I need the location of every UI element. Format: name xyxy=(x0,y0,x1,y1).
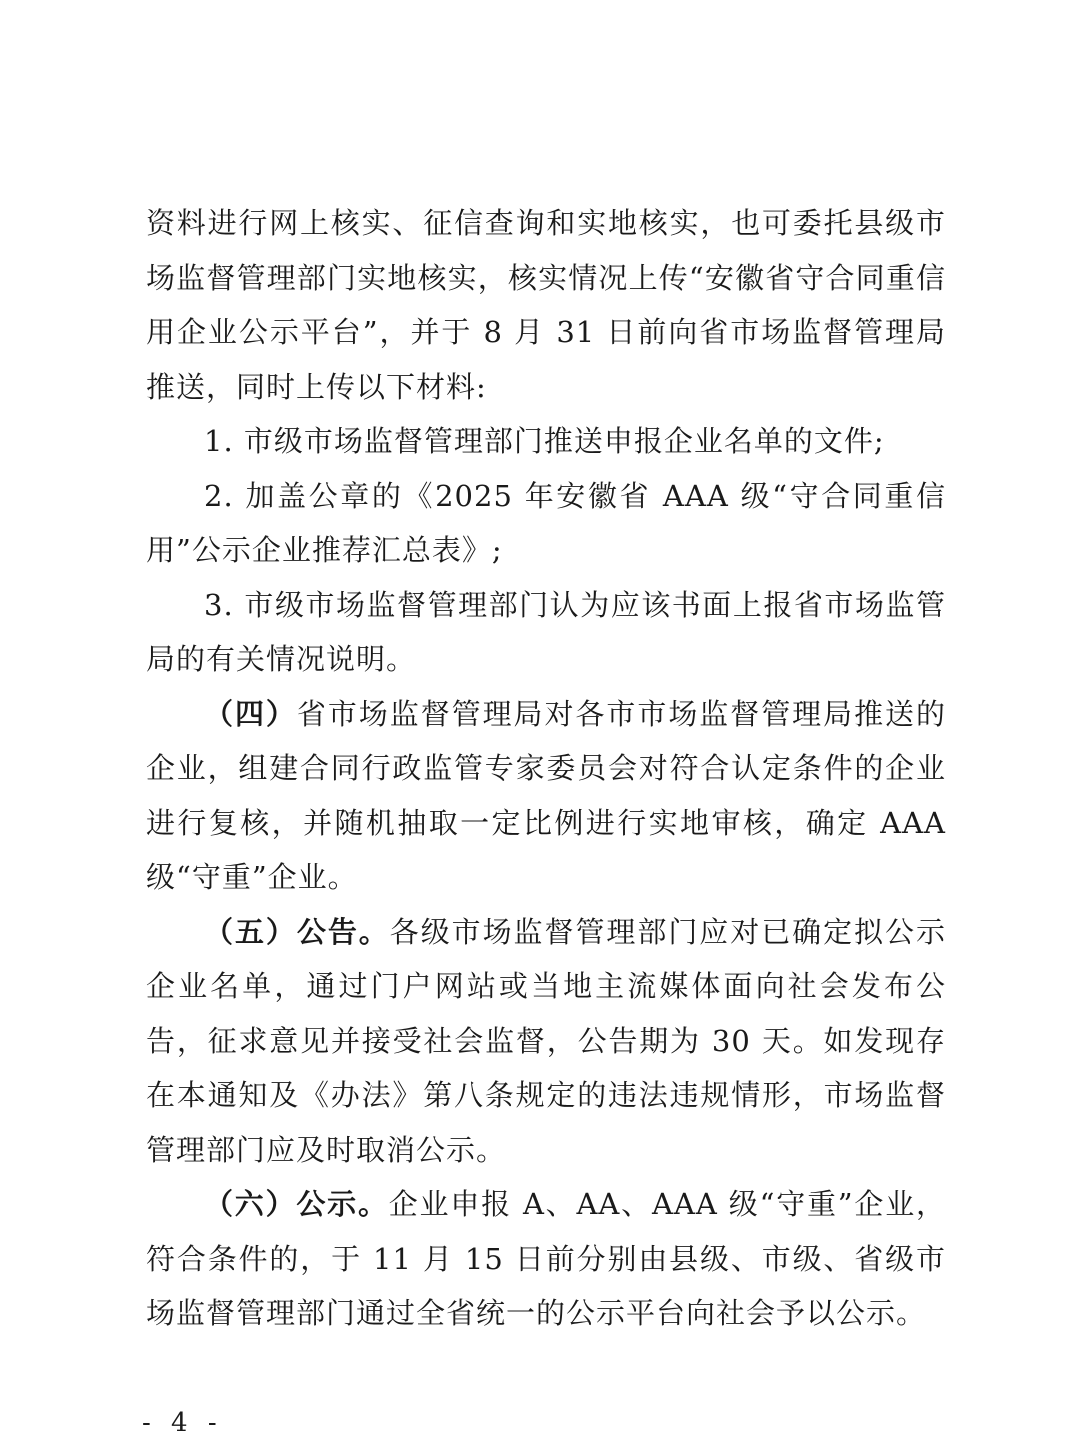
body-text xyxy=(146,196,946,1341)
paragraph-body: 资料进行网上核实、征信查询和实地核实，也可委托县级市场监督管理部门实地核实，核实情况上传“安徽省守合同重信用企业公示平台”，并于 8 月 31 日前向省市场监督管理局推送，同时上传以下材料: xyxy=(146,206,946,404)
paragraph-section-4 xyxy=(146,687,946,905)
paragraph-item-3 xyxy=(146,578,946,687)
paragraph-body: 各级市场监督管理部门应对已确定拟公示企业名单，通过门户网站或当地主流媒体面向社会发布公告，征求意见并接受社会监督，公告期为 30 天。如发现存在本通知及《办法》第八条规定的违法违规情形，市场监督管理部门应及时取消公示。 xyxy=(146,914,946,1167)
page-number: - 4 - xyxy=(142,1408,223,1438)
paragraph-body: 省市场监督管理局对各市市场监督管理局推送的企业，组建合同行政监管专家委员会对符合认定条件的企业进行复核，并随机抽取一定比例进行实地审核，确定 AAA 级“守重”企业。 xyxy=(146,696,946,894)
paragraph-section-6 xyxy=(146,1177,946,1341)
paragraph-section-5 xyxy=(146,905,946,1178)
section-heading: （五）公告。 xyxy=(204,914,390,949)
section-heading: （六）公示。 xyxy=(204,1187,389,1221)
paragraph-body: 2. 加盖公章的《2025 年安徽省 AAA 级“守合同重信用”公示企业推荐汇总表》; xyxy=(146,478,946,567)
paragraph-item-2 xyxy=(146,469,946,578)
section-heading: （四） xyxy=(204,696,297,731)
paragraph-body: 3. 市级市场监督管理部门认为应该书面上报省市场监管局的有关情况说明。 xyxy=(146,587,946,676)
paragraph-body: 1. 市级市场监督管理部门推送申报企业名单的文件; xyxy=(204,424,885,458)
paragraph-item-1 xyxy=(146,414,946,469)
paragraph-materials-intro xyxy=(146,196,946,414)
paragraph-body: 企业申报 A、AA、AAA 级“守重”企业，符合条件的，于 11 月 15 日前分别由县级、市级、省级市场监督管理部门通过全省统一的公示平台向社会予以公示。 xyxy=(146,1187,946,1330)
